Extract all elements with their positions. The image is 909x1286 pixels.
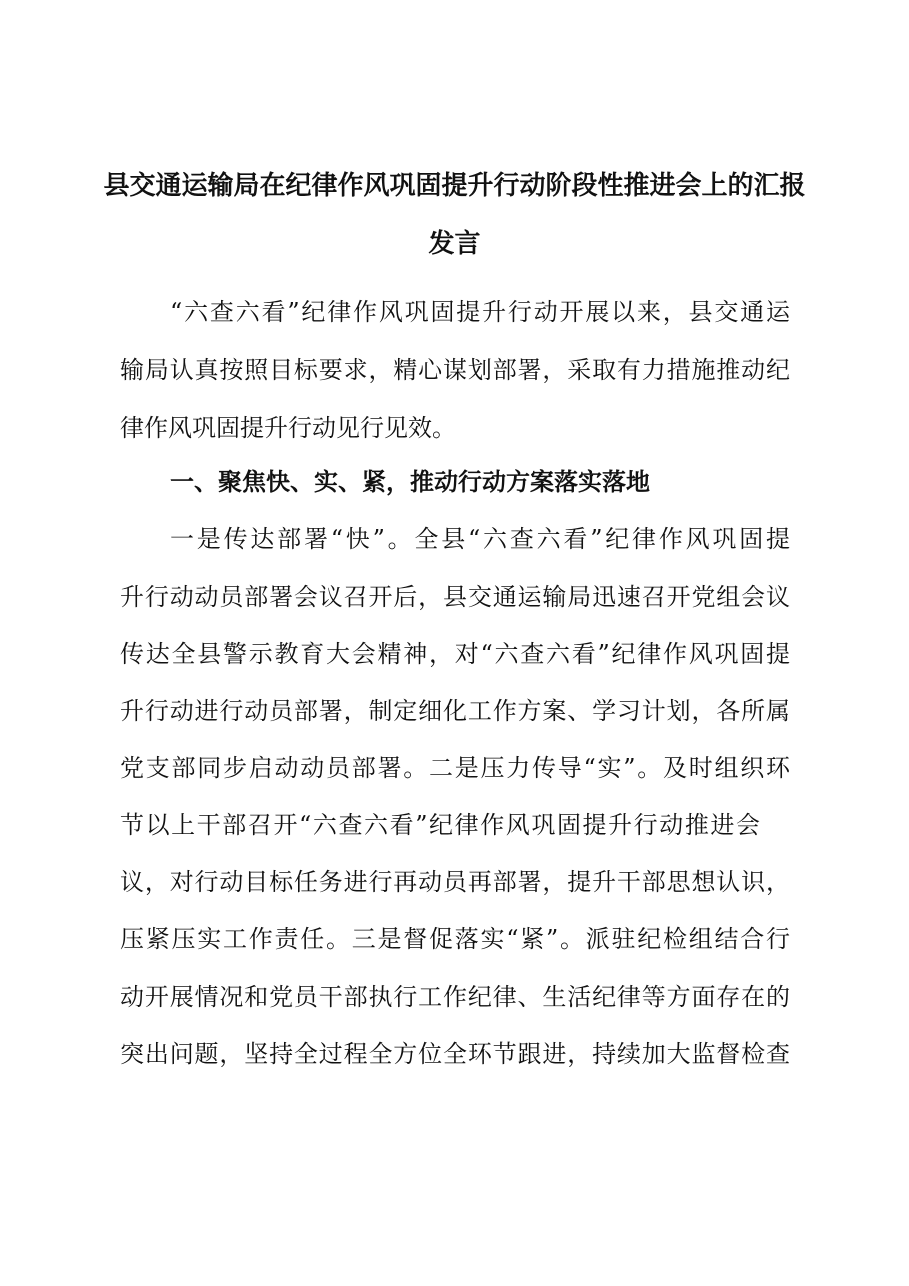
body-line: 党支部同步启动动员部署。二是压力传导“实”。及时组织环	[120, 754, 790, 782]
document-title-line-1: 县交通运输局在纪律作风巩固提升行动阶段性推进会上的汇报	[103, 171, 806, 201]
body-line: 一是传达部署“快”。全县“六查六看”纪律作风巩固提	[170, 525, 790, 553]
intro-line: 输局认真按照目标要求，精心谋划部署，采取有力措施推动纪	[120, 356, 790, 384]
body-line: 节以上干部召开“六查六看”纪律作风巩固提升行动推进会	[120, 811, 760, 839]
body-line: 压紧压实工作责任。三是督促落实“紧”。派驻纪检组结合行	[120, 925, 790, 953]
body-line: 升行动动员部署会议召开后，县交通运输局迅速召开党组会议	[120, 583, 790, 611]
body-line: 传达全县警示教育大会精神，对“六查六看”纪律作风巩固提	[120, 640, 790, 668]
intro-line: 律作风巩固提升行动见行见效。	[120, 414, 456, 442]
body-line: 升行动进行动员部署，制定细化工作方案、学习计划，各所属	[120, 697, 790, 725]
intro-line: “六查六看”纪律作风巩固提升行动开展以来，县交通运	[170, 298, 790, 326]
body-line: 议，对行动目标任务进行再动员再部署，提升干部思想认识，	[120, 868, 790, 896]
document-title-line-2: 发言	[428, 229, 481, 259]
body-line: 动开展情况和党员干部执行工作纪律、生活纪律等方面存在的	[120, 983, 790, 1011]
body-line: 突出问题，坚持全过程全方位全环节跟进，持续加大监督检查	[120, 1040, 790, 1068]
section-heading: 一、聚焦快、实、紧，推动行动方案落实落地	[170, 468, 650, 496]
